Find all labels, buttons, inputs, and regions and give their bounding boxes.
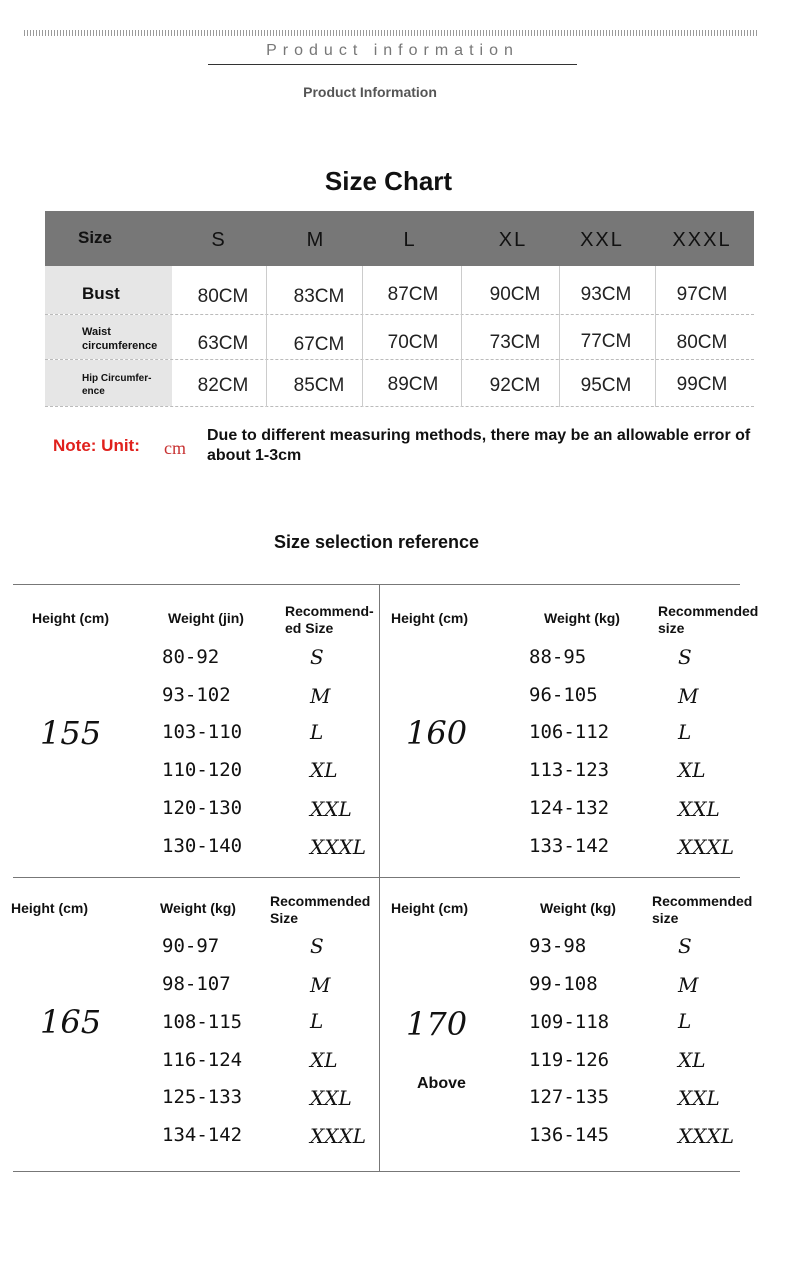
height-value: 155 bbox=[40, 714, 102, 752]
weight-range: 98-107 bbox=[162, 973, 231, 995]
weight-range: 103-110 bbox=[162, 721, 243, 743]
weight-range: 120-130 bbox=[162, 797, 243, 819]
table-cell: 99CM bbox=[676, 374, 728, 395]
size-value: S bbox=[678, 934, 692, 958]
size-value: XXL bbox=[310, 1086, 352, 1110]
size-chart-table bbox=[45, 211, 754, 407]
size-header-cell: XXXL bbox=[672, 229, 732, 251]
weight-range: 113-123 bbox=[529, 759, 610, 781]
height-value: 165 bbox=[40, 1003, 102, 1041]
size-header-cell: XL bbox=[498, 229, 528, 251]
table-row bbox=[45, 315, 754, 360]
table-cell: 93CM bbox=[580, 284, 632, 305]
weight-range: 93-102 bbox=[162, 684, 231, 706]
column-divider bbox=[655, 266, 656, 407]
recommended-size-header: Recommended Size bbox=[270, 893, 371, 926]
recommended-size-header: Recommended size bbox=[658, 603, 759, 636]
size-value: XXXL bbox=[310, 1124, 366, 1148]
size-value: XL bbox=[310, 758, 338, 782]
weight-header: Weight (kg) bbox=[160, 900, 236, 916]
weight-range: 134-142 bbox=[162, 1124, 243, 1146]
note-text: Due to different measuring methods, there may be an allowable error of about 1-3cm bbox=[207, 427, 751, 464]
column-divider bbox=[362, 266, 363, 407]
note-unit: cm bbox=[164, 438, 186, 458]
size-chart-title: Size Chart bbox=[324, 166, 453, 196]
size-value: XL bbox=[678, 1048, 706, 1072]
height-value: 170 bbox=[406, 1005, 468, 1043]
table-cell: 80CM bbox=[676, 332, 728, 353]
table-row bbox=[45, 360, 754, 407]
weight-range: 80-92 bbox=[162, 646, 220, 668]
reference-title: Size selection reference bbox=[273, 532, 480, 552]
column-divider bbox=[461, 266, 462, 407]
weight-range: 109-118 bbox=[529, 1011, 610, 1033]
weight-header: Weight (jin) bbox=[168, 610, 244, 626]
grid-line bbox=[13, 1171, 740, 1172]
size-value: M bbox=[310, 684, 331, 708]
header-subtitle: Product Information bbox=[303, 84, 437, 100]
size-value: S bbox=[310, 934, 324, 958]
row-label-bust: Bust bbox=[82, 284, 120, 303]
height-header: Height (cm) bbox=[391, 610, 468, 626]
recommended-size-header: Recommend-ed Size bbox=[285, 603, 374, 636]
size-value: XXL bbox=[310, 797, 352, 821]
size-header-cell: L bbox=[403, 229, 417, 251]
row-label-waist: Waist circumference bbox=[82, 326, 158, 352]
weight-range: 133-142 bbox=[529, 835, 610, 857]
size-value: L bbox=[678, 720, 692, 744]
size-value: XXL bbox=[678, 1086, 720, 1110]
grid-line bbox=[13, 877, 740, 878]
size-value: XXXL bbox=[678, 835, 734, 859]
table-cell: 87CM bbox=[387, 284, 439, 305]
height-value: 160 bbox=[406, 714, 468, 752]
size-value: XXXL bbox=[310, 835, 366, 859]
table-row bbox=[45, 266, 754, 315]
size-value: M bbox=[678, 973, 699, 997]
table-cell: 89CM bbox=[387, 374, 439, 395]
header-title: Product information bbox=[266, 42, 519, 59]
size-value: L bbox=[678, 1009, 692, 1033]
table-cell: 92CM bbox=[489, 375, 541, 396]
size-value: M bbox=[310, 973, 331, 997]
size-value: XL bbox=[678, 758, 706, 782]
size-value: M bbox=[678, 684, 699, 708]
weight-range: 116-124 bbox=[162, 1049, 243, 1071]
weight-header: Weight (kg) bbox=[540, 900, 616, 916]
size-value: XL bbox=[310, 1048, 338, 1072]
column-divider bbox=[559, 266, 560, 407]
table-cell: 82CM bbox=[197, 375, 249, 396]
table-cell: 77CM bbox=[580, 331, 632, 352]
recommended-size-header: Recommended size bbox=[652, 893, 753, 926]
weight-range: 136-145 bbox=[529, 1124, 610, 1146]
table-cell: 80CM bbox=[197, 286, 249, 307]
weight-range: 125-133 bbox=[162, 1086, 243, 1108]
size-value: S bbox=[310, 645, 324, 669]
size-header-cell: M bbox=[306, 229, 326, 251]
size-header-label: Size bbox=[78, 228, 113, 247]
size-value: L bbox=[310, 720, 324, 744]
row-label-cell bbox=[45, 360, 172, 406]
table-cell: 83CM bbox=[293, 286, 345, 307]
table-cell: 67CM bbox=[293, 334, 345, 355]
grid-line bbox=[13, 584, 740, 585]
size-value: XXXL bbox=[678, 1124, 734, 1148]
weight-range: 119-126 bbox=[529, 1049, 610, 1071]
weight-range: 96-105 bbox=[529, 684, 598, 706]
weight-range: 90-97 bbox=[162, 935, 220, 957]
row-label-cell bbox=[45, 315, 172, 359]
weight-range: 99-108 bbox=[529, 973, 598, 995]
table-cell: 63CM bbox=[197, 333, 249, 354]
table-cell: 95CM bbox=[580, 375, 632, 396]
decorative-top-rule bbox=[24, 30, 759, 36]
header-underline bbox=[208, 64, 577, 65]
weight-range: 93-98 bbox=[529, 935, 587, 957]
table-cell: 90CM bbox=[489, 284, 541, 305]
height-above-label: Above bbox=[417, 1075, 466, 1092]
table-cell: 85CM bbox=[293, 375, 345, 396]
row-label-cell bbox=[45, 266, 172, 314]
height-header: Height (cm) bbox=[11, 900, 88, 916]
size-header-cell: XXL bbox=[580, 229, 624, 251]
weight-range: 88-95 bbox=[529, 646, 587, 668]
table-cell: 70CM bbox=[387, 332, 439, 353]
weight-range: 108-115 bbox=[162, 1011, 243, 1033]
weight-range: 110-120 bbox=[162, 759, 243, 781]
weight-range: 127-135 bbox=[529, 1086, 610, 1108]
note-label: Note: Unit: bbox=[53, 436, 140, 455]
table-cell: 97CM bbox=[676, 284, 728, 305]
size-header-cell: S bbox=[211, 229, 227, 251]
column-divider bbox=[266, 266, 267, 407]
size-value: XXL bbox=[678, 797, 720, 821]
height-header: Height (cm) bbox=[391, 900, 468, 916]
weight-range: 124-132 bbox=[529, 797, 610, 819]
table-cell: 73CM bbox=[489, 332, 541, 353]
size-value: L bbox=[310, 1009, 324, 1033]
weight-header: Weight (kg) bbox=[544, 610, 620, 626]
weight-range: 130-140 bbox=[162, 835, 243, 857]
height-header: Height (cm) bbox=[32, 610, 109, 626]
grid-line bbox=[379, 584, 380, 1172]
row-label-hip: Hip Circumfer-ence bbox=[82, 373, 152, 397]
size-chart-header-row bbox=[45, 211, 754, 266]
size-value: S bbox=[678, 645, 692, 669]
weight-range: 106-112 bbox=[529, 721, 610, 743]
